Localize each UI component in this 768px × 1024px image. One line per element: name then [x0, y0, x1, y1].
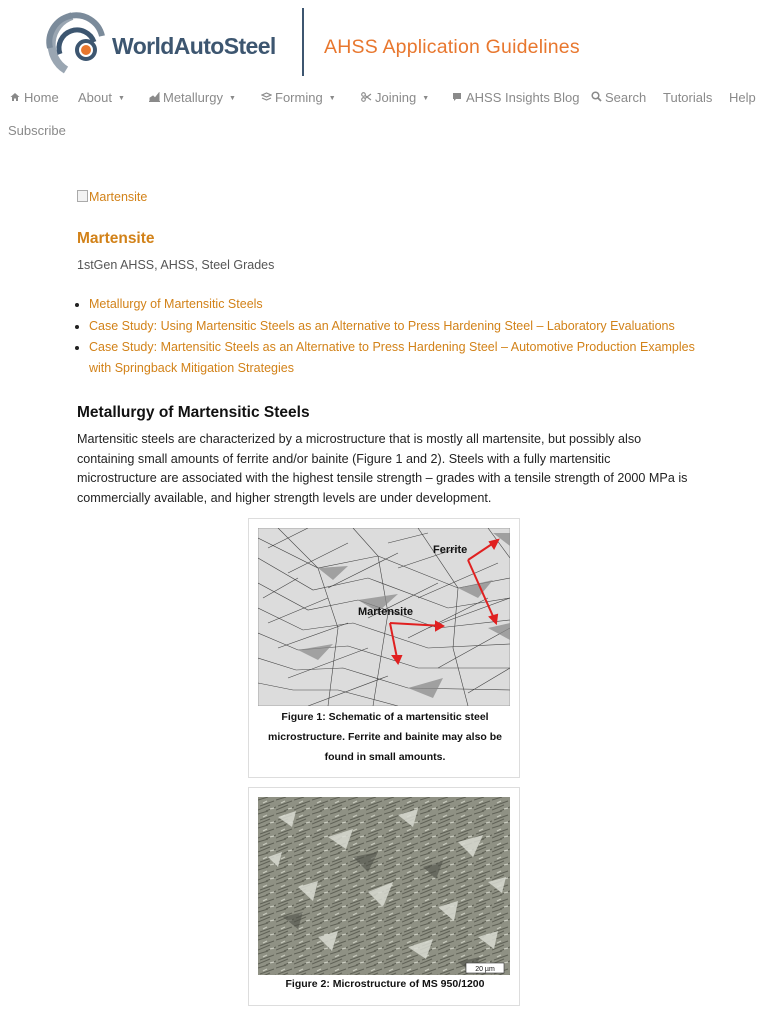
toc-link-metallurgy[interactable]: Metallurgy of Martensitic Steels: [89, 297, 263, 311]
search-icon: [590, 91, 602, 105]
featured-image-placeholder[interactable]: [77, 190, 147, 204]
section-paragraph: Martensitic steels are characterized by a microstructure that is mostly all martensite, but possibly also containing small amounts of ferrite and/or bainite (Figure 1 and 2). Steels with a fully martensitic microstructure are associated with the highest tensile strength – grades with a tensile strength of 2000 MPa is commercially available, and higher strength levels are under development.: [77, 432, 688, 506]
category-link-steel-grades[interactable]: Steel Grades: [201, 258, 275, 272]
nav-item-forming-label: Forming: [275, 90, 323, 105]
header-divider: [302, 8, 304, 76]
section-heading: Metallurgy of Martensitic Steels: [77, 404, 310, 421]
nav-item-tutorials[interactable]: [663, 90, 712, 105]
toc-item: [89, 316, 704, 337]
chart-icon: [148, 92, 160, 105]
scale-bar-label: 20 µm: [475, 966, 495, 973]
nav-item-search[interactable]: [590, 90, 646, 105]
nav-item-subscribe-label: Subscribe: [8, 123, 66, 138]
nav-item-about[interactable]: [78, 90, 125, 105]
site-header: [0, 0, 768, 80]
nav-item-search-label: Search: [605, 90, 647, 105]
nav-item-blog[interactable]: [451, 90, 579, 105]
nav-item-help[interactable]: [729, 90, 756, 105]
nav-item-forming[interactable]: [260, 90, 336, 105]
nav-item-home-label: Home: [24, 90, 59, 105]
ferrite-label: Ferrite: [433, 544, 468, 556]
nav-item-tutorials-label: Tutorials: [663, 90, 713, 105]
nav-item-metallurgy[interactable]: [148, 90, 236, 105]
post-title[interactable]: Martensite: [77, 230, 155, 247]
home-icon: [9, 92, 21, 105]
table-of-contents: [77, 294, 704, 379]
comment-icon: [451, 92, 463, 105]
joining-icon: [360, 92, 372, 105]
broken-image-icon: [77, 190, 88, 202]
forming-icon: [260, 92, 272, 105]
martensite-schematic-image[interactable]: [258, 528, 510, 706]
martensite-label: Martensite: [358, 606, 414, 618]
nav-item-joining[interactable]: [360, 90, 429, 105]
nav-item-metallurgy-label: Metallurgy: [163, 90, 223, 105]
figure-2: [248, 787, 520, 1006]
post-categories: [77, 258, 274, 272]
category-link-1stgen-ahss[interactable]: 1stGen AHSS: [77, 258, 155, 272]
nav-item-home[interactable]: [9, 90, 59, 105]
nav-item-blog-label: AHSS Insights Blog: [466, 90, 580, 105]
category-link-ahss[interactable]: AHSS: [160, 258, 195, 272]
figure-2-caption: Figure 2: Microstructure of MS 950/1200: [285, 978, 485, 990]
caret-down-icon: ▼: [328, 95, 336, 102]
toc-item: [89, 294, 704, 315]
featured-image-alt: Martensite: [89, 190, 148, 204]
nav-item-help-label: Help: [729, 90, 756, 105]
caret-down-icon: ▼: [422, 95, 430, 102]
figure-1: [248, 518, 520, 778]
brand-name[interactable]: WorldAutoSteel: [112, 33, 276, 59]
toc-link-case-study-lab[interactable]: Case Study: Using Martensitic Steels as an Alternative to Press Hardening Steel – Laboratory Evaluations: [89, 318, 675, 333]
ms-950-1200-micrograph-image[interactable]: [258, 797, 510, 975]
nav-item-about-label: About: [78, 90, 112, 105]
nav-item-joining-label: Joining: [375, 90, 417, 105]
category-separator: ,: [194, 258, 202, 272]
site-tagline[interactable]: AHSS Application Guidelines: [324, 36, 580, 58]
caret-down-icon: ▼: [117, 95, 125, 102]
toc-link-case-study-production[interactable]: Case Study: Martensitic Steels as an Alternative to Press Hardening Steel – Automotive Production Examples with Springback Mitigation Strategies: [89, 340, 695, 375]
toc-item: [89, 337, 704, 378]
caret-down-icon: ▼: [228, 95, 236, 102]
figure-1-caption: Figure 1: Schematic of a martensitic steel microstructure. Ferrite and bainite may also be found in small amounts.: [268, 711, 502, 763]
nav-item-subscribe[interactable]: [8, 123, 66, 138]
category-separator: ,: [154, 258, 161, 272]
